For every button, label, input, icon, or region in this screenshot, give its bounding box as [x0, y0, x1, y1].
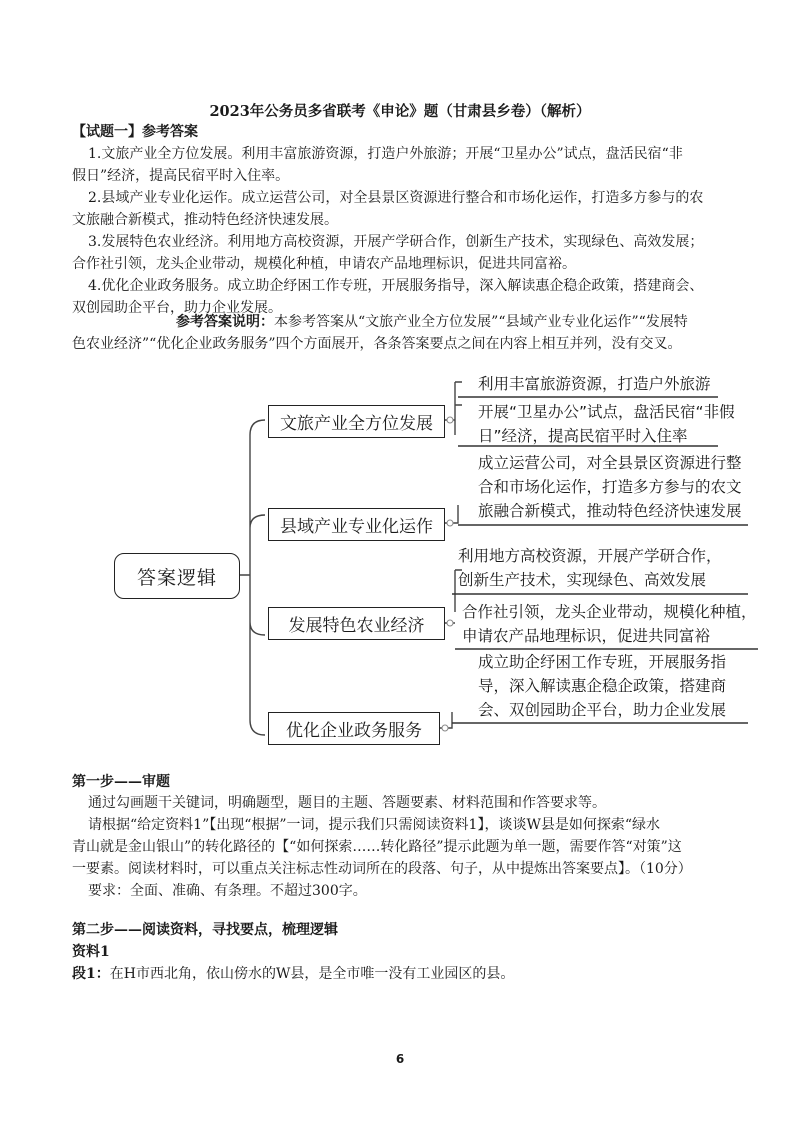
answer-3-line-2: 合作社引领，龙头企业带动，规模化种植，申请农产品地理标识，促进共同富裕。	[72, 256, 576, 272]
answer-note-line-2: 色农业经济”“优化企业政务服务”四个方面展开，各条答案要点之间在内容上相互并列，没有交叉。	[72, 336, 682, 352]
leaf-line: 导，深入解读惠企稳企政策，搭建商	[478, 677, 727, 695]
mindmap-leaf-2a	[478, 451, 742, 523]
q1-heading: 【试题一】参考答案	[72, 124, 198, 140]
step2-heading: 第二步——阅读资料，寻找要点，梳理逻辑	[72, 922, 338, 938]
mindmap-branch-1: 文旅产业全方位发展	[268, 405, 445, 438]
collapse-dot-2	[447, 520, 453, 526]
paragraph-label: 段1：	[72, 966, 110, 982]
mindmap-branch-3: 发展特色农业经济	[268, 607, 445, 640]
step1-line-3: 青山就是金山银山”的转化路径的【“如何探索……转化路径”提示此题为单一题，需要作答“对策”这	[72, 839, 682, 855]
collapse-dot-3	[447, 620, 453, 626]
step1-line-2: 请根据“给定资料1”【出现“根据”一词，提示我们只需阅读资料1】，谈谈W县是如何探索“绿水	[88, 817, 660, 833]
material-1-heading: 资料1	[72, 944, 110, 960]
answer-1-line-2: 假日”经济，提高民宿平时入住率。	[72, 168, 290, 184]
mindmap-leaf-3b	[462, 600, 757, 648]
leaf-line: 会、双创园助企平台，助力企业发展	[478, 701, 727, 719]
leaf-line: 申请农产品地理标识，促进共同富裕	[462, 627, 711, 645]
mindmap-leaf-1a	[478, 372, 711, 396]
leaf-line: 合和市场化运作，打造多方参与的农文	[478, 478, 742, 496]
connector-root-spine	[240, 420, 265, 735]
answer-4-line-1: 4.优化企业政务服务。成立助企纾困工作专班，开展服务指导，深入解读惠企稳企政策，搭建商会、	[88, 278, 704, 294]
mindmap-leaf-1b	[478, 400, 735, 448]
leaf-line: 成立运营公司，对全县景区资源进行整	[478, 454, 742, 472]
leaf-line: 成立助企纾困工作专班，开展服务指	[478, 653, 727, 671]
material-paragraph-1	[72, 963, 742, 985]
collapse-dot-1	[447, 417, 453, 423]
mindmap-branch-2: 县域产业专业化运作	[268, 508, 445, 541]
answer-4-line-2: 双创园助企平台，助力企业发展。	[72, 300, 282, 316]
paragraph-text: 在H市西北角，依山傍水的W县，是全市唯一没有工业园区的县。	[109, 966, 515, 982]
answer-mindmap	[0, 360, 800, 760]
document-title: 2023年公务员多省联考《申论》题（甘肃县乡卷）（解析）	[209, 103, 591, 120]
collapse-dot-4	[442, 725, 448, 731]
step1-heading: 第一步——审题	[72, 774, 170, 790]
mindmap-branch-4: 优化企业政务服务	[268, 712, 440, 745]
page-number: 6	[395, 1052, 405, 1066]
step1-line-1: 通过勾画题干关键词，明确题型，题目的主题、答题要素、材料范围和作答要求等。	[88, 795, 606, 811]
leaf-line: 利用地方高校资源，开展产学研合作，	[458, 547, 722, 565]
leaf-line: 利用丰富旅游资源，打造户外旅游	[478, 375, 711, 393]
answer-3-line-1: 3.发展特色农业经济。利用地方高校资源，开展产学研合作，创新生产技术，实现绿色、高效发展；	[88, 234, 704, 250]
step1-line-4: 一要素。阅读材料时，可以重点关注标志性动词所在的段落、句子，从中提炼出答案要点】。（10分）	[72, 861, 692, 877]
leaf-line: 合作社引领，龙头企业带动，规模化种植，	[462, 603, 757, 621]
mindmap-root: 答案逻辑	[114, 553, 240, 599]
mindmap-leaf-3a	[458, 544, 722, 592]
step1-line-5: 要求：全面、准确、有条理。不超过300字。	[88, 883, 367, 899]
answer-note-line-1	[176, 311, 800, 333]
answer-2-line-1: 2.县域产业专业化运作。成立运营公司，对全县景区资源进行整合和市场化运作，打造多方参与的农	[88, 190, 704, 206]
leaf-line: 开展“卫星办公”试点，盘活民宿“非假	[478, 403, 735, 421]
connector-branch-1	[445, 382, 462, 435]
leaf-line: 旅融合新模式，推动特色经济快速发展	[478, 502, 742, 520]
answer-1-line-1: 1.文旅产业全方位发展。利用丰富旅游资源，打造户外旅游；开展“卫星办公”试点，盘活民宿“非	[88, 146, 683, 162]
mindmap-leaf-4a	[478, 650, 726, 722]
leaf-line: 日”经济，提高民宿平时入住率	[478, 427, 688, 445]
answer-2-line-2: 文旅融合新模式，推动特色经济快速发展。	[72, 212, 338, 228]
leaf-line: 创新生产技术，实现绿色、高效发展	[458, 571, 707, 589]
answer-note-text-1: 本参考答案从“文旅产业全方位发展”“县域产业专业化运作”“发展特	[274, 314, 688, 330]
answer-note-label: 参考答案说明：	[176, 314, 274, 330]
